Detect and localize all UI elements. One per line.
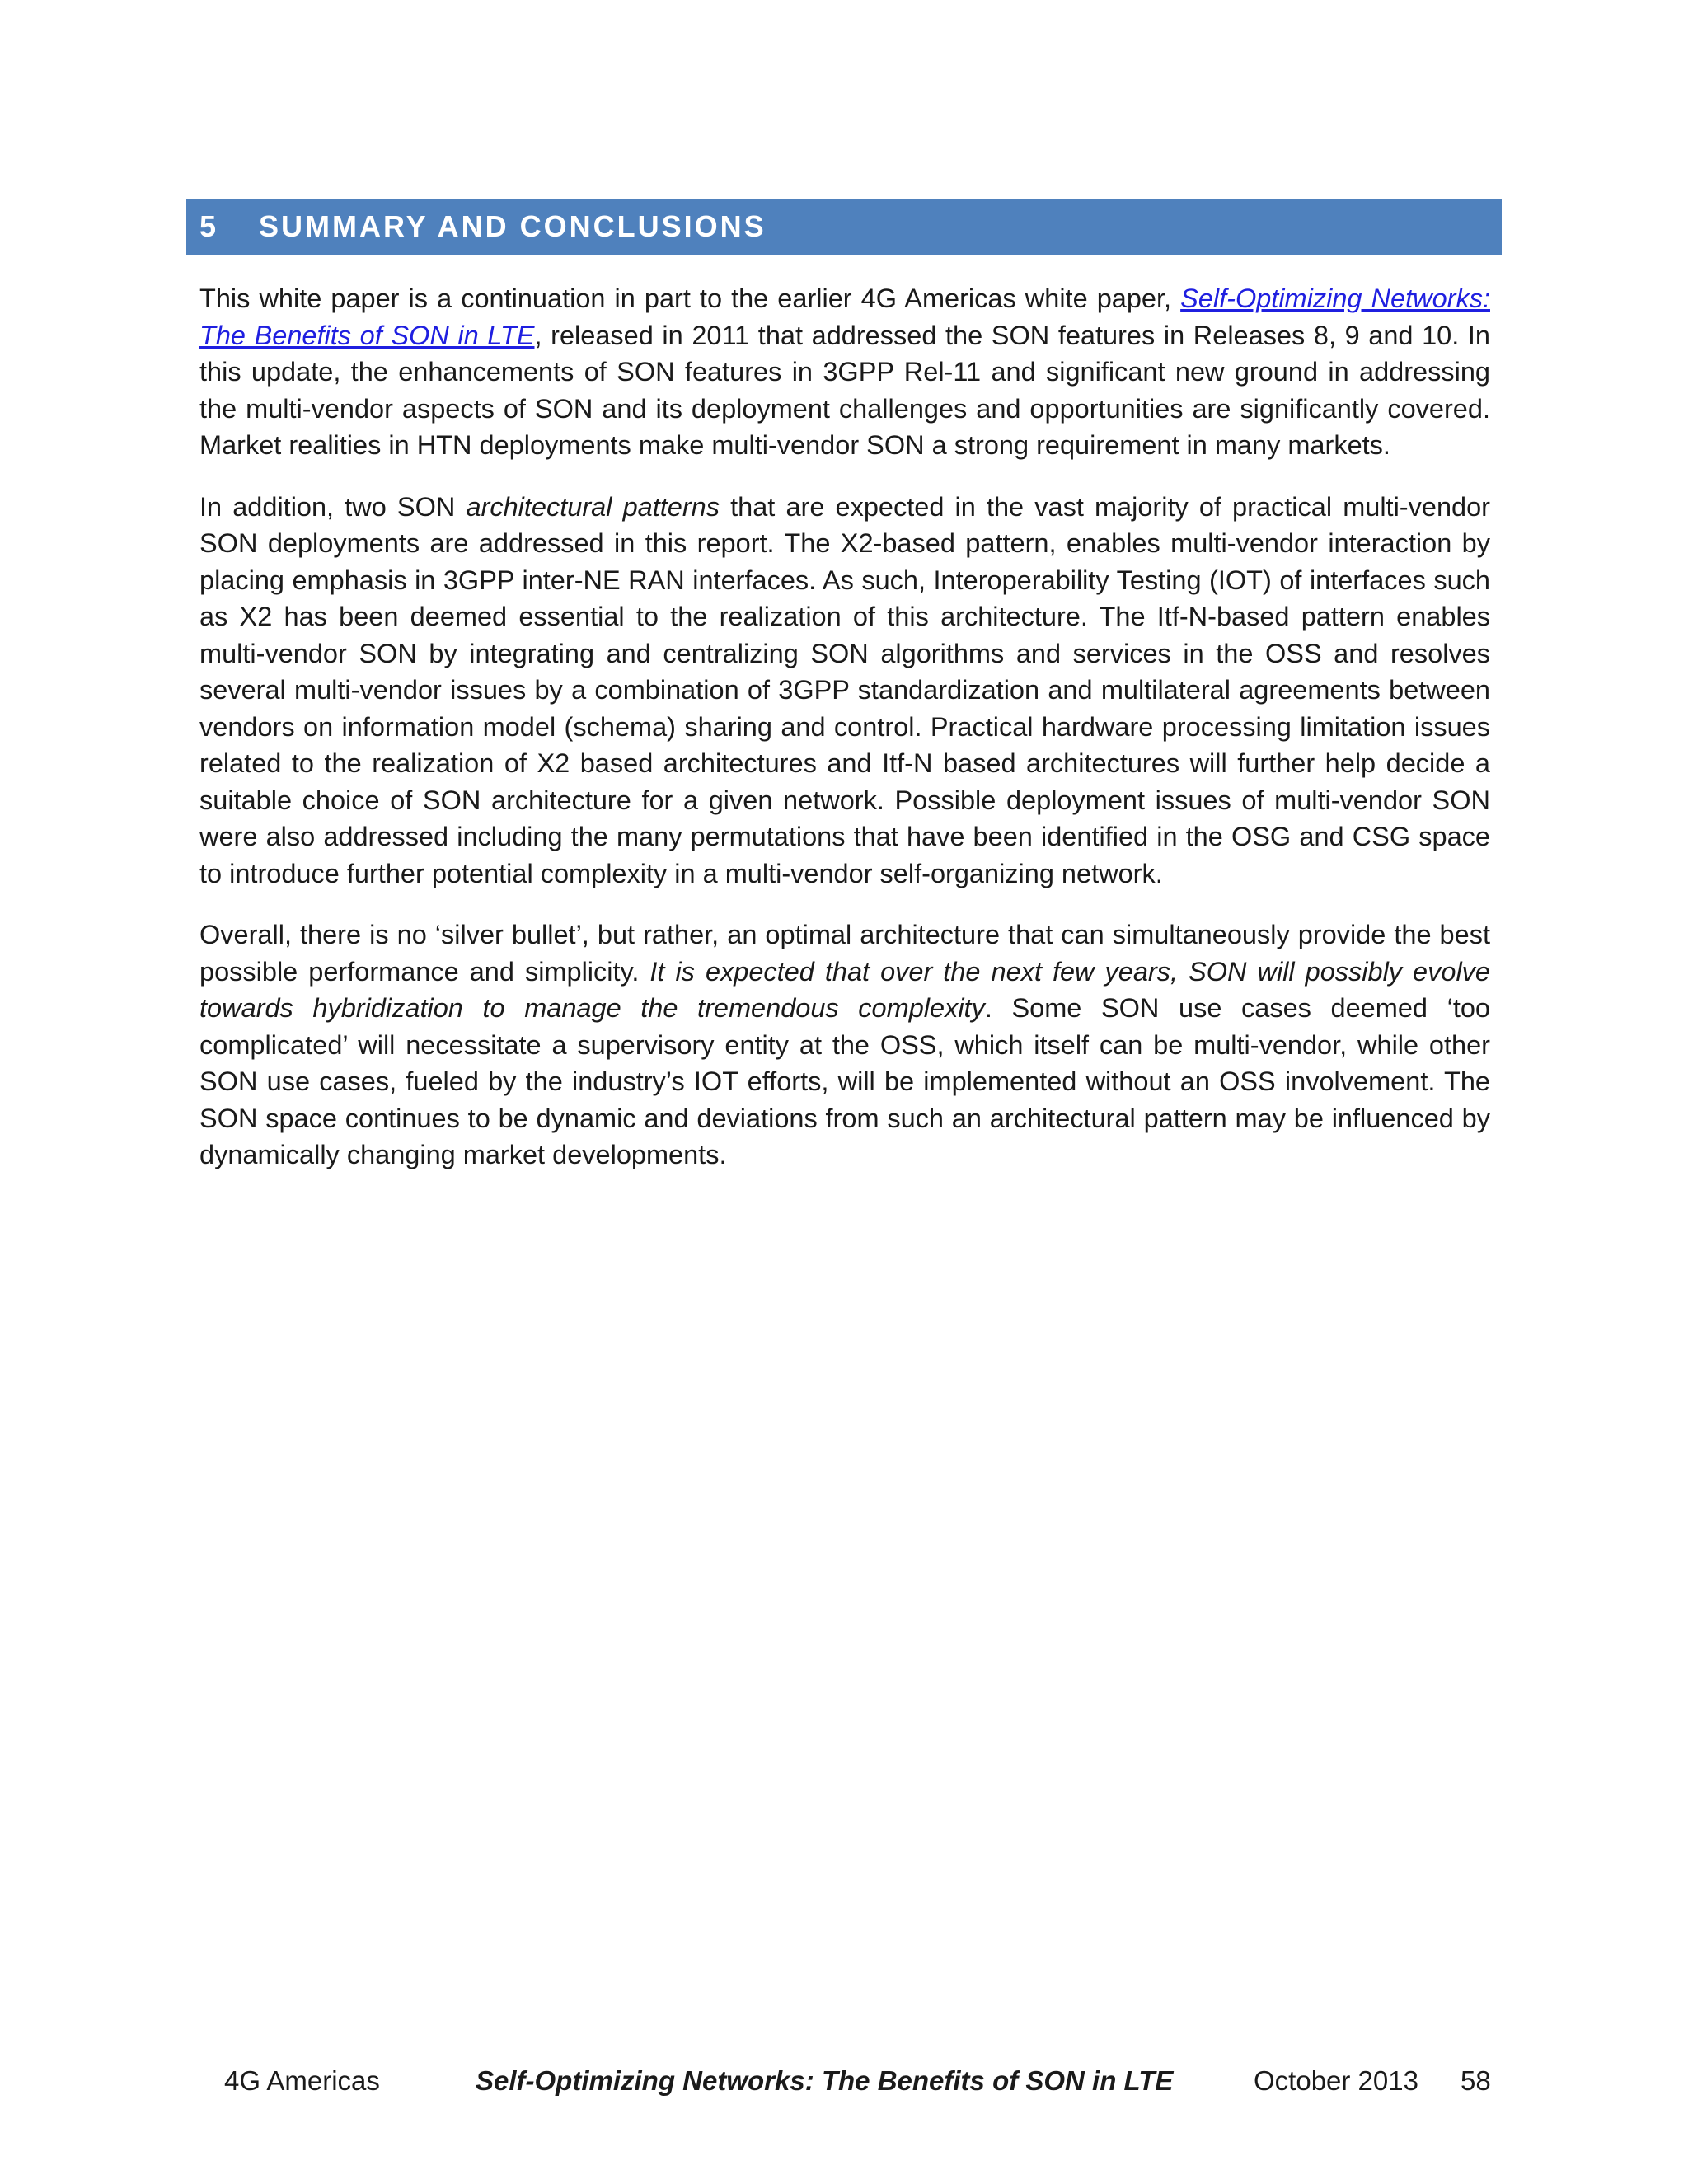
paragraph-text: . Some SON use cases deemed ‘too complicated’ will necessitate a supervisory entity at the OSS, which itself can be multi-vendor, while other SON use cases, fueled by the industry’s IOT efforts, will be implemented without an OSS involvement. The SON space continues to be dynamic and deviations from such an architectural pattern may be influenced by dynamically changing market developments.	[199, 993, 1490, 1169]
page-number: 58	[1461, 2065, 1491, 2096]
paragraph-text: that are expected in the vast majority of practical multi-vendor SON deployments are addressed in this report. The X2-based pattern, enables multi-vendor interaction by placing emphasis in 3GPP inter-NE RAN interfaces. As such, Interoperability Testing (IOT) of interfaces such as X2 has been deemed essential to the realization of this architecture. The Itf-N-based pattern enables multi-vendor SON by integrating and centralizing SON algorithms and services in the OSS and resolves several multi-vendor issues by a combination of 3GPP standardization and multilateral agreements between vendors on information model (schema) sharing and control. Practical hardware processing limitation issues related to the realization of X2 based architectures and Itf-N based architectures will further help decide a suitable choice of SON architecture for a given network. Possible deployment issues of multi-vendor SON were also addressed including the many permutations that have been identified in the OSG and CSG space to introduce further potential complexity in a multi-vendor self-organizing network.	[199, 491, 1491, 888]
white-paper-link[interactable]: Self-Optimizing Networks: The Benefits of SON in LTE	[199, 284, 1490, 350]
paragraph-overall	[199, 916, 1490, 1174]
paragraph-intro	[199, 280, 1490, 464]
paragraph-text: In addition, two SON	[199, 491, 467, 522]
emphasis-text: It is expected that over the next few years, SON will possibly evolve towards hybridization to manage the tremendous complexity	[199, 956, 1490, 1023]
paragraph-text: , released in 2011 that addressed the SON features in Releases 8, 9 and 10. In this update, the enhancements of SON features in 3GPP Rel-11 and significant new ground in addressing the multi-vendor aspects of SON and its deployment challenges and opportunities are significantly covered. Market realities in HTN deployments make multi-vendor SON a strong requirement in many markets.	[199, 320, 1490, 460]
section-title: SUMMARY AND CONCLUSIONS	[259, 209, 767, 243]
emphasis-text: architectural patterns	[466, 491, 720, 522]
footer-org: 4G Americas	[224, 2065, 380, 2096]
section-heading	[186, 199, 1502, 255]
footer-document-title: Self-Optimizing Networks: The Benefits of SON in LTE	[476, 2065, 1174, 2096]
paragraph-text: This white paper is a continuation in part to the earlier 4G Americas white paper,	[199, 284, 1181, 313]
paragraph-architectural-patterns	[199, 489, 1490, 893]
paragraph-text: Overall, there is no ‘silver bullet’, but rather, an optimal architecture that can simultaneously provide the best possible performance and simplicity.	[199, 920, 1490, 987]
body-text	[199, 280, 1490, 1198]
footer-date: October 2013	[1254, 2065, 1418, 2096]
section-number: 5	[199, 209, 219, 243]
page-footer	[0, 2060, 1688, 2102]
